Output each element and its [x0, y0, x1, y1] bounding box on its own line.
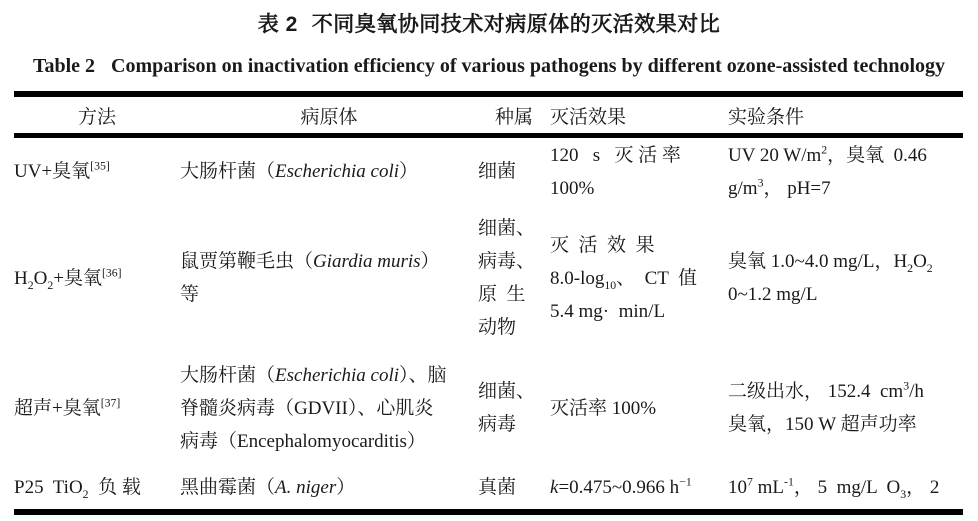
cell-conditions: 臭氧 1.0~4.0 mg/L，$H_2O_2$ 0~1.2 mg/L	[728, 251, 933, 305]
table-caption-english-text: Comparison on inactivation efficiency of various pathogens by different ozone-assisted technology	[111, 55, 946, 77]
cell-pathogen: 鼠贾第鞭毛虫（Giardia muris） 等	[180, 251, 440, 305]
cell-species: 真菌	[478, 476, 517, 498]
cell-conditions: UV 20 $W/m^2$，臭氧 0.46 $g/m^3$， pH=7	[728, 143, 927, 199]
cell-pathogen: 黑曲霉菌（A. niger）	[180, 476, 356, 498]
table-row-p25-tio2	[14, 466, 963, 512]
cell-species: 细菌	[478, 161, 517, 183]
cell-pathogen: 大肠杆菌（Escherichia coli）	[180, 161, 419, 183]
comparison-table	[14, 91, 963, 515]
cell-method: UV+臭氧[35]	[14, 159, 110, 183]
table-caption-english-label: Table 2	[32, 55, 95, 77]
cell-conditions: $10^7$ $mL^{-1}$， 5 mg/L $O_3$， 2	[728, 475, 940, 501]
table-row-uv-ozone	[14, 136, 963, 206]
column-header-effect: 灭活效果	[550, 94, 728, 136]
table-row-h2o2-ozone	[14, 206, 963, 351]
table-row-ultrasound-ozone	[14, 351, 963, 466]
cell-species: 细菌、 病毒	[478, 381, 536, 435]
cell-species: 细菌、 病毒、 原 生 动物	[478, 218, 536, 338]
table-caption-chinese	[0, 0, 978, 39]
table-caption-chinese-text: 不同臭氧协同技术对病原体的灭活效果对比	[311, 13, 721, 36]
column-header-species: 种属	[478, 94, 550, 136]
table-caption-chinese-label: 表 2	[257, 13, 298, 36]
column-header-method: 方法	[14, 94, 180, 136]
table-header-row	[14, 94, 963, 136]
table-caption-english	[0, 53, 978, 79]
cell-pathogen: 大肠杆菌（Escherichia coli）、脑 脊髓炎病毒（GDVII）、心肌炎 病毒（Encephalomyocarditis）	[180, 364, 447, 452]
cell-method: P25 TiO$_2$ 负 载	[14, 476, 141, 501]
cell-conditions: 二级出水， 152.4 $cm^3/h$ 臭氧，150 W 超声功率	[728, 379, 924, 435]
cell-effect: 120 s 灭 活 率 100%	[550, 144, 681, 199]
column-header-pathogen: 病原体	[180, 94, 478, 136]
cell-effect: 灭活率 100%	[550, 397, 657, 419]
column-header-conditions: 实验条件	[728, 94, 963, 136]
cell-effect: k=0.475~0.966 $h^{-1}$	[550, 475, 692, 498]
cell-method: $H_2O_2+$臭氧[36]	[14, 266, 122, 292]
cell-effect: 灭 活 效 果 $8.0-\log_{10}$、 CT 值 5.4 mg· min/L	[550, 234, 698, 322]
cell-method: 超声+臭氧[37]	[14, 396, 121, 419]
